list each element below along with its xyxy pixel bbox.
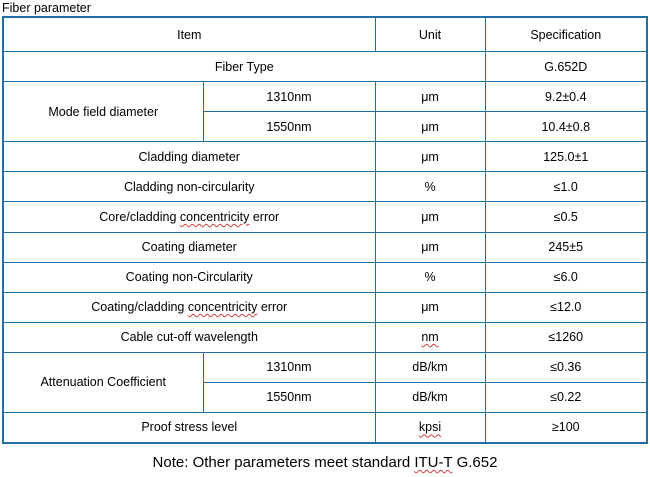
coating-concentricity-label-part: Coating/cladding xyxy=(91,300,188,315)
fiber-type-label: Fiber Type xyxy=(3,52,485,82)
table-row xyxy=(3,142,647,172)
header-item: Item xyxy=(3,17,375,52)
header-unit: Unit xyxy=(375,17,485,52)
table-row xyxy=(3,262,647,292)
attenuation-spec-1550: ≤0.22 xyxy=(485,382,647,412)
coating-concentricity-label xyxy=(3,292,375,322)
mode-field-unit-1550: μm xyxy=(375,112,485,142)
attenuation-unit-1310: dB/km xyxy=(375,352,485,382)
proof-stress-label: Proof stress level xyxy=(3,412,375,443)
note-itu-text: ITU-T xyxy=(414,454,453,471)
fiber-parameter-table xyxy=(2,16,648,444)
core-concentricity-spec: ≤0.5 xyxy=(485,202,647,232)
core-concentricity-unit: μm xyxy=(375,202,485,232)
attenuation-unit-1550: dB/km xyxy=(375,382,485,412)
cladding-diameter-label: Cladding diameter xyxy=(3,142,375,172)
table-row xyxy=(3,172,647,202)
cladding-noncircularity-unit: % xyxy=(375,172,485,202)
document-title: Fiber parameter xyxy=(2,1,91,15)
cutoff-wavelength-spec: ≤1260 xyxy=(485,322,647,352)
mode-field-spec-1310: 9.2±0.4 xyxy=(485,82,647,112)
coating-concentricity-unit: μm xyxy=(375,292,485,322)
mode-field-unit-1310: μm xyxy=(375,82,485,112)
mode-field-wavelength-1550: 1550nm xyxy=(203,112,375,142)
attenuation-spec-1310: ≤0.36 xyxy=(485,352,647,382)
cladding-noncircularity-label: Cladding non-circularity xyxy=(3,172,375,202)
table-row xyxy=(3,202,647,232)
coating-concentricity-label-word: concentricity xyxy=(187,300,258,315)
coating-noncircularity-spec: ≤6.0 xyxy=(485,262,647,292)
core-concentricity-label-word: concentricity xyxy=(179,209,250,224)
table-row xyxy=(3,52,647,82)
mode-field-label: Mode field diameter xyxy=(3,82,203,142)
cutoff-wavelength-unit xyxy=(375,322,485,352)
cladding-noncircularity-spec: ≤1.0 xyxy=(485,172,647,202)
note-text-end: G.652 xyxy=(452,454,498,471)
coating-concentricity-spec: ≤12.0 xyxy=(485,292,647,322)
coating-diameter-label: Coating diameter xyxy=(3,232,375,262)
coating-diameter-unit: μm xyxy=(375,232,485,262)
proof-stress-unit xyxy=(375,412,485,443)
core-concentricity-label-part: Core/cladding xyxy=(99,209,180,224)
standard-note xyxy=(0,452,650,474)
header-row xyxy=(3,17,647,52)
cutoff-wavelength-unit-text: nm xyxy=(421,330,439,345)
coating-diameter-spec: 245±5 xyxy=(485,232,647,262)
coating-noncircularity-unit: % xyxy=(375,262,485,292)
table-row xyxy=(3,352,647,382)
table-row xyxy=(3,232,647,262)
coating-concentricity-label-part: error xyxy=(257,300,288,315)
attenuation-label: Attenuation Coefficient xyxy=(3,352,203,412)
coating-noncircularity-label: Coating non-Circularity xyxy=(3,262,375,292)
core-concentricity-label-part: error xyxy=(249,209,280,224)
mode-field-spec-1550: 10.4±0.8 xyxy=(485,112,647,142)
attenuation-wavelength-1310: 1310nm xyxy=(203,352,375,382)
cladding-diameter-unit: μm xyxy=(375,142,485,172)
mode-field-wavelength-1310: 1310nm xyxy=(203,82,375,112)
attenuation-wavelength-1550: 1550nm xyxy=(203,382,375,412)
table-row xyxy=(3,412,647,443)
table-row xyxy=(3,322,647,352)
header-specification: Specification xyxy=(485,17,647,52)
core-concentricity-label xyxy=(3,202,375,232)
table-row xyxy=(3,82,647,112)
proof-stress-spec: ≥100 xyxy=(485,412,647,443)
note-text: Note: Other parameters meet standard xyxy=(152,454,415,471)
cladding-diameter-spec: 125.0±1 xyxy=(485,142,647,172)
fiber-type-value: G.652D xyxy=(485,52,647,82)
cutoff-wavelength-label: Cable cut-off wavelength xyxy=(3,322,375,352)
proof-stress-unit-text: kpsi xyxy=(418,420,442,435)
table-row xyxy=(3,292,647,322)
